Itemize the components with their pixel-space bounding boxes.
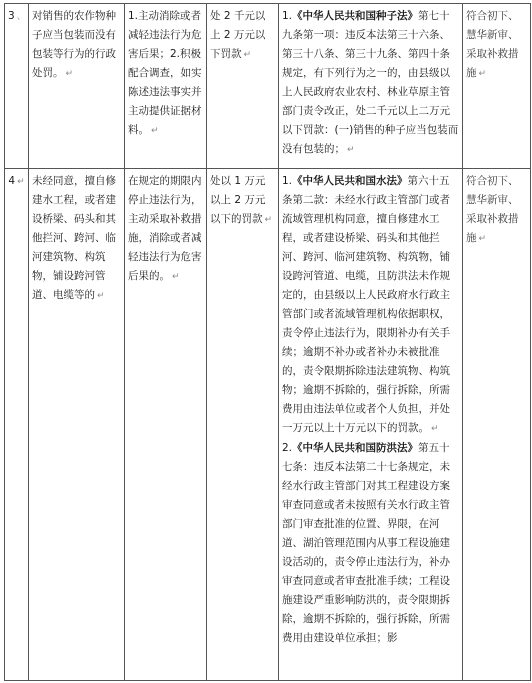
legal-basis-cell [279,169,463,681]
legal-basis-item: 2.《中华人民共和国防洪法》第五十七条：违反本法第二十七条规定，未经水行政主管部门对其工程建设方案审查同意或者未按照有关水行政主管部门审查批准的位置、界限，在河道、湖泊管理范围内从事工程设施建设活动的，责令停止违法行为，补办审查同意或者审查批准手续；工程设施建设严重影响防洪的，责令限期拆除，逾期不拆除的，强行拆除，所需费用由建设单位承担；影 [282,442,450,644]
remark-cell: 符合初下、慧华新审、采取补救措施 ↵ [463,169,531,681]
penalty-range-cell: 处 2 千元以上 2 万元以下罚款 ↵ [207,4,279,169]
mitigation-conditions-cell: 在规定的期限内停止违法行为，主动采取补救措施，消除或者减轻违法行为危害后果的。 ↵ [125,169,207,681]
penalty-table [4,3,531,681]
table-row [5,4,531,169]
law-name: 《中华人民共和国防洪法》 [292,442,419,454]
mitigation-conditions-cell: 1.主动消除或者减轻违法行为危害后果；2.积极配合调查，如实陈述违法事实并主动提供证据材料。 ↵ [125,4,207,169]
law-name: 《中华人民共和国水法》 [292,175,408,187]
row-number: 3 、 [5,4,29,169]
violation-behavior-cell: 未经同意，擅自修建水工程，或者建设桥梁、码头和其他拦河、跨河、临河建筑物、构筑物，铺设跨河管道、电缆等的 ↵ [29,169,125,681]
table-row [5,169,531,681]
row-number: 4 ↵ [5,169,29,681]
legal-basis-item: 1.《中华人民共和国种子法》第七十九条第一项：违反本法第三十六条、第三十八条、第三十九条、第四十条规定，有下列行为之一的，由县级以上人民政府农业农村、林业草原主管部门责令改正，处二千元以上二万元以下罚款：(一)销售的种子应当包装而没有包装的； ↵ [282,10,459,155]
violation-behavior-cell: 对销售的农作物种子应当包装而没有包装等行为的行政处罚。 ↵ [29,4,125,169]
penalty-range-cell: 处以 1 万元以上 2 万元以下的罚款 ↵ [207,169,279,681]
remark-cell: 符合初下、慧华新审、采取补救措施 ↵ [463,4,531,169]
law-name: 《中华人民共和国种子法》 [292,10,419,22]
legal-basis-item: 1.《中华人民共和国水法》第六十五条第二款：未经水行政主管部门或者流域管理机构同意，擅自修建水工程，或者建设桥梁、码头和其他拦河、跨河、临河建筑物、构筑物，铺设跨河管道、电缆，且防洪法未作规定的，由县级以上人民政府水行政主管部门或者流域管理机构依据职权，责令停止违法行为，限期补办有关手续；逾期不补办或者补办未被批准的，责令限期拆除违法建筑物、构筑物；逾期不拆除的，强行拆除，所需费用由违法单位或者个人负担，并处一万元以上十万元以下的罚款。 ↵ [282,175,450,434]
legal-basis-cell [279,4,463,169]
